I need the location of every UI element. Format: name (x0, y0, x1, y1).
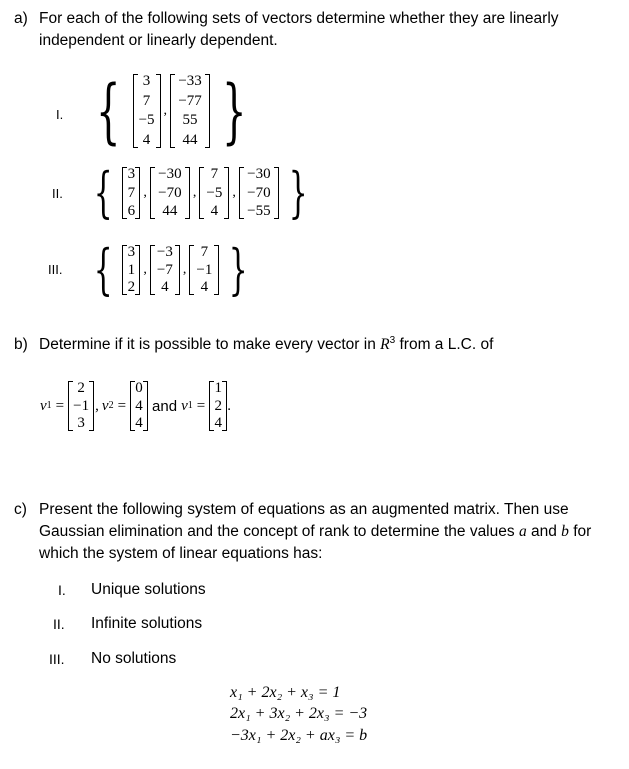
equation-1: x₁ + 2x₂ + x₃ = 1 (230, 684, 341, 701)
set-ii (86, 161, 315, 224)
right-brace: } (229, 238, 248, 301)
left-brace: { (93, 161, 113, 224)
vector-entry: 7 (200, 244, 209, 260)
comma: , (143, 185, 147, 200)
part-a-label: a) (14, 10, 28, 27)
space-exponent: 3 (389, 334, 396, 346)
vector-entry: 4 (200, 279, 209, 295)
vector-entry: 7 (127, 184, 136, 201)
part-c-line2 (39, 523, 591, 541)
vector-entry: 4 (142, 131, 151, 148)
equals-sign: = (196, 397, 206, 414)
vector-entry: −70 (247, 184, 271, 201)
vector-entry: −30 (247, 166, 271, 182)
comma: , (143, 262, 147, 277)
set-iii (86, 238, 256, 301)
comma: , (232, 185, 236, 200)
item-ii-roman: II. (53, 616, 65, 632)
vector (239, 167, 279, 219)
v1-label: v (40, 397, 47, 414)
vector-entry: 3 (127, 244, 136, 260)
vector-v1 (68, 381, 94, 431)
equals-sign: = (117, 397, 127, 414)
vector (122, 167, 140, 219)
vector-entry: 6 (127, 203, 136, 219)
vector-entry: −70 (158, 184, 182, 201)
vector-entry: 2 (127, 279, 136, 295)
vector-entry: 4 (135, 415, 143, 431)
part-c-line2-pre: Gaussian elimination and the concept of rank to determine the values (39, 523, 519, 540)
part-c-line2-post: for (568, 523, 592, 540)
comma: , (192, 185, 197, 200)
item-i-text: Unique solutions (91, 581, 206, 598)
vector-entry: 3 (127, 166, 136, 182)
part-c-line1: Present the following system of equations as an augmented matrix. Then use (39, 501, 569, 518)
part-c-line2-mid: and (526, 523, 562, 540)
item-i-roman: I. (58, 582, 66, 598)
comma: , (163, 103, 168, 118)
set-i-label: I. (56, 107, 64, 122)
vector-entry: −5 (138, 112, 155, 129)
part-b-label: b) (14, 336, 28, 353)
vector-entry: −1 (73, 397, 90, 414)
vector-entry: 7 (210, 166, 219, 182)
vector-entry: −1 (196, 261, 213, 278)
part-b-question (39, 336, 493, 354)
vector-entry: −3 (156, 244, 173, 260)
vector-entry: 4 (135, 397, 143, 414)
comma: , (182, 262, 187, 277)
part-b-text-end: from a L.C. of (395, 336, 494, 353)
vector-v3 (209, 381, 227, 431)
vector-entry: −77 (178, 92, 202, 109)
item-ii-text: Infinite solutions (91, 615, 203, 632)
vector (150, 245, 180, 295)
vector-entry: 44 (182, 131, 198, 148)
vector-entry: 2 (214, 397, 222, 414)
left-brace: { (93, 238, 113, 301)
vector-entry: −5 (206, 184, 223, 201)
vector-v2 (130, 381, 148, 431)
vector-entry: 1 (127, 261, 136, 278)
vector-entry: −7 (156, 261, 173, 278)
vector (170, 74, 210, 148)
v3-label: v (181, 397, 188, 414)
vector-entry: −33 (178, 73, 202, 89)
vector (189, 245, 219, 295)
vector-entry: 0 (135, 380, 143, 396)
vector (122, 245, 140, 295)
equation-2: 2x₁ + 3x₂ + 2x₃ = −3 (230, 705, 368, 722)
vector-entry: 4 (214, 415, 222, 431)
right-brace: } (222, 70, 247, 152)
item-iii-text: No solutions (91, 650, 177, 667)
vector-entry: 1 (214, 380, 222, 396)
part-a-line2: independent or linearly dependent. (39, 32, 278, 49)
equals-sign: = (55, 397, 65, 414)
vector-entry: 44 (162, 203, 178, 219)
equation-3: −3x₁ + 2x₂ + ax₃ = b (230, 727, 368, 744)
vector (199, 167, 229, 219)
vector-entry: 4 (210, 203, 219, 219)
part-c-label: c) (14, 501, 27, 518)
part-b-text: Determine if it is possible to make every vector in (39, 336, 381, 353)
vector-entry: −30 (158, 166, 182, 182)
vector-entry: 4 (161, 279, 169, 295)
left-brace: { (96, 70, 121, 152)
right-brace: } (288, 161, 308, 224)
space-symbol: R (380, 336, 390, 353)
set-i (86, 70, 257, 152)
set-ii-label: II. (52, 186, 63, 201)
vector-entry: 2 (77, 380, 85, 396)
period: . (227, 397, 231, 414)
comma: , (95, 397, 99, 414)
part-a-line1: For each of the following sets of vectors determine whether they are linearly (39, 10, 559, 27)
v2-label: v (101, 397, 109, 414)
vector-entry: 55 (182, 112, 198, 129)
item-iii-roman: III. (49, 651, 65, 667)
part-c-line3: which the system of linear equations has: (39, 545, 323, 562)
set-iii-label: III. (48, 262, 63, 277)
vector-entry: −55 (247, 203, 271, 219)
vector-definitions: v 1 = 2 −1 3 , v 2 = 0 4 4 and v 1 = 1 2 4 . (40, 380, 231, 431)
vector-entry: 3 (142, 73, 151, 89)
vector (150, 167, 190, 219)
var-b: b (561, 523, 569, 540)
vector (133, 74, 161, 148)
var-a: a (518, 523, 527, 540)
vector-entry: 3 (77, 415, 85, 431)
vector-entry: 7 (142, 92, 151, 109)
and-word: and (152, 397, 178, 415)
